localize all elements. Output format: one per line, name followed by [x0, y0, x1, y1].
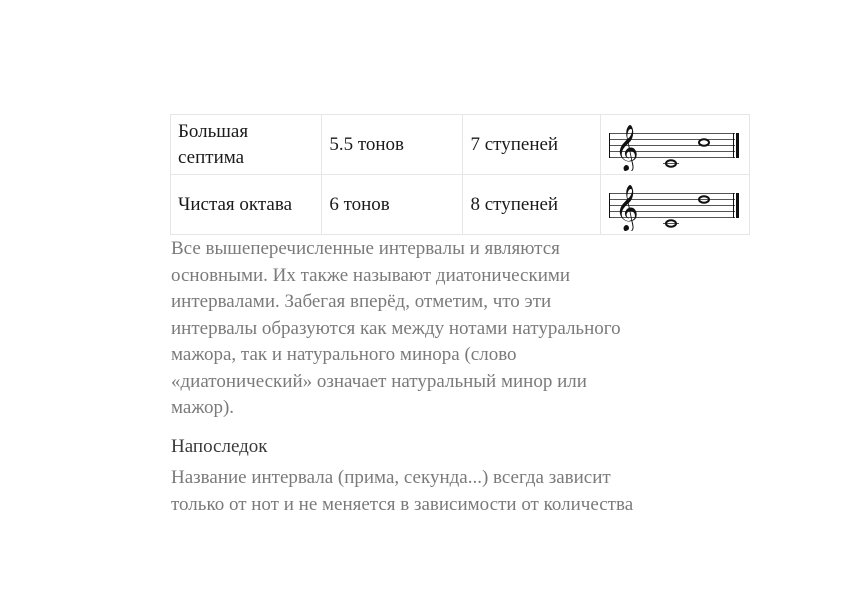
major-seventh-staff-icon: [607, 119, 743, 171]
paragraph-line: основными. Их также называют диатоническими: [171, 264, 571, 286]
interval-steps: 7 ступеней: [463, 115, 601, 175]
paragraph-line: интервалами. Забегая вперёд, отметим, что эти: [171, 291, 552, 312]
paragraph-line: интервалы образуются как между нотами натурального: [171, 317, 621, 339]
perfect-octave-staff-icon: [607, 179, 743, 231]
paragraph-line: «диатонический» означает натуральный минор или: [171, 370, 587, 392]
section-heading: Напоследок: [171, 436, 268, 457]
interval-tones: 6 тонов: [322, 175, 463, 235]
svg-text:𝄞: 𝄞: [615, 124, 639, 171]
paragraph-line: Все вышеперечисленные интервалы и являются: [171, 238, 560, 259]
interval-name: [171, 115, 322, 175]
interval-tones: 5.5 тонов: [322, 115, 463, 175]
interval-notation: [601, 175, 750, 235]
intervals-table: [170, 114, 750, 235]
conclusion-paragraph: [171, 465, 731, 518]
paragraph-line: Название интервала (прима, секунда...) всегда зависит: [171, 467, 611, 488]
paragraph-line: мажора, так и натурального минора (слово: [171, 344, 517, 365]
svg-text:𝄞: 𝄞: [615, 184, 639, 231]
paragraph-line: мажор).: [171, 397, 235, 418]
interval-name: [171, 175, 322, 235]
table-row: [171, 175, 750, 235]
interval-name-line: Чистая октава: [178, 193, 293, 215]
table-row: [171, 115, 750, 175]
interval-name-line: септима: [178, 146, 245, 168]
intervals-paragraph: [171, 236, 731, 422]
paragraph-line: только от нот и не меняется в зависимости от количества: [171, 493, 634, 515]
interval-notation: [601, 115, 750, 175]
interval-name-line: Большая: [178, 120, 249, 142]
interval-steps: 8 ступеней: [463, 175, 601, 235]
